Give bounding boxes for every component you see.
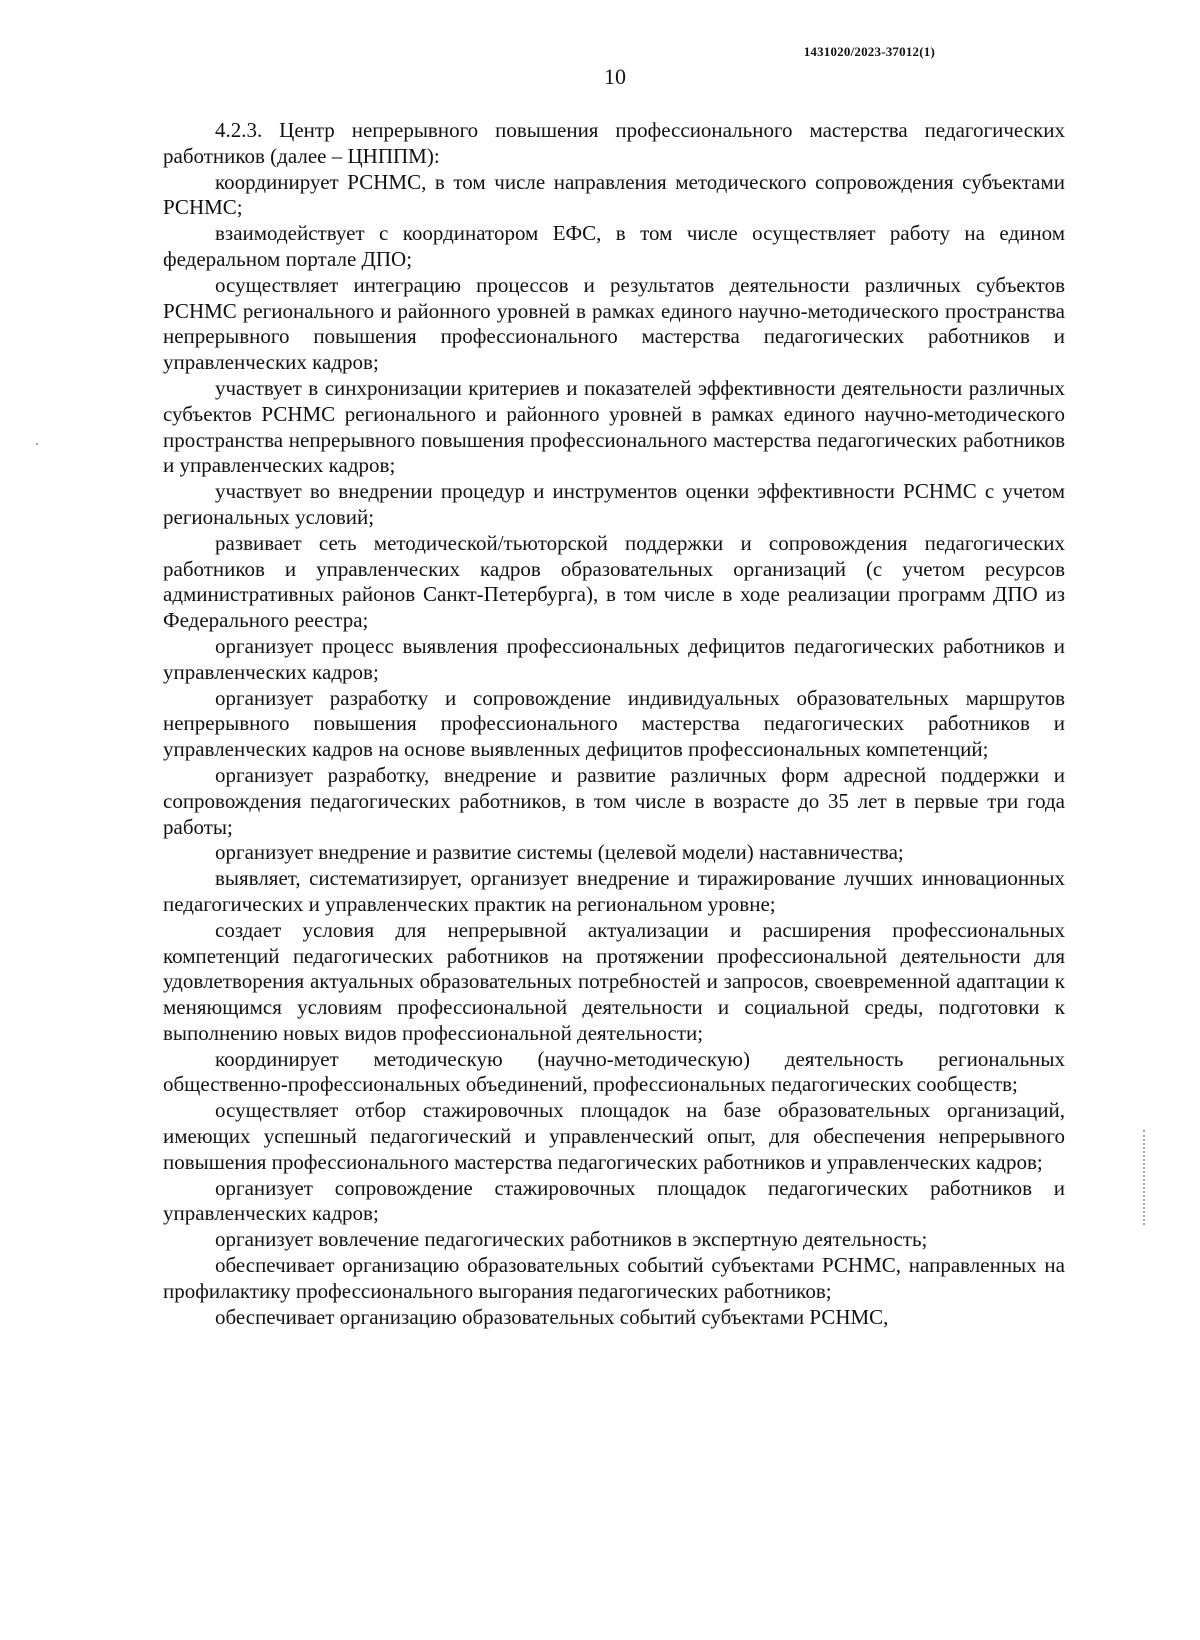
paragraph-targeted-support: организует разработку, внедрение и развитие различных форм адресной поддержки и сопровождения педагогических работников, в том числе в возрасте до 35 лет в первые три года работы; — [163, 762, 1065, 839]
paragraph-expert-involvement: организует вовлечение педагогических работников в экспертную деятельность; — [215, 1227, 928, 1252]
document-body — [163, 118, 1065, 1330]
paragraph-burnout-prevention: обеспечивает организацию образовательных событий субъектами РСНМС, направленных на профилактику профессионального выгорания педагогических работников; — [163, 1253, 1065, 1303]
paragraph-integration: осуществляет интеграцию процессов и результатов деятельности различных субъектов РСНМС регионального и районного уровней в рамках единого научно-методического пространства непрерывного повышения профессионального мастерства педагогических работников и управленческих кадров; — [163, 272, 1065, 375]
paragraph-competence-conditions: создает условия для непрерывной актуализации и расширения профессиональных компетенций педагогических работников на протяжении профессиональной деятельности для удовлетворения актуальных образовательных потребностей и запросов, своевременной адаптации к меняющимся условиям профессиональной деятельности и социальной среды, подготовки к выполнению новых видов профессиональной деятельности; — [163, 917, 1065, 1045]
page-number: 10 — [604, 64, 626, 89]
scan-dot — [36, 443, 38, 445]
paragraph-internship-selection: осуществляет отбор стажировочных площадок на базе образовательных организаций, имеющих успешный педагогический и управленческий опыт, для обеспечения непрерывного повышения профессионального мастерства педагогических работников и управленческих кадров; — [163, 1098, 1065, 1174]
paragraph-coordinates-rsnms: координирует РСНМС, в том числе направления методического сопровождения субъектами РСНМС; — [163, 169, 1065, 220]
doc-number: 1431020/2023-37012(1) — [803, 44, 935, 59]
paragraph-synchronization: участвует в синхронизации критериев и показателей эффективности деятельности различных субъектов РСНМС регионального и районного уровней в рамках единого научно-методического пространства непрерывного повышения профессионального мастерства педагогических работников и управленческих кадров; — [163, 375, 1065, 478]
paragraph-4-2-3: 4.2.3. Центр непрерывного повышения профессионального мастерства педагогических работников (далее – ЦНППМ): — [163, 118, 1065, 168]
paragraph-mentoring: организует внедрение и развитие системы (целевой модели) наставничества; — [215, 840, 904, 865]
paragraph-internship-support: организует сопровождение стажировочных площадок педагогических работников и управленческих кадров; — [163, 1175, 1065, 1226]
paragraph-interacts-efs: взаимодействует с координатором ЕФС, в том числе осуществляет работу на едином федеральном портале ДПО; — [163, 221, 1065, 271]
paragraph-tutor-network: развивает сеть методической/тьюторской поддержки и сопровождения педагогических работников и управленческих кадров образовательных организаций (с учетом ресурсов административных районов Санкт-Петербурга), в том числе в ходе реализации программ ДПО из Федерального реестра; — [163, 530, 1065, 633]
paragraph-deficits: организует процесс выявления профессиональных дефицитов педагогических работников и управленческих кадров; — [163, 633, 1065, 684]
paragraph-best-practices: выявляет, систематизирует, организует внедрение и тиражирование лучших инновационных педагогических и управленческих практик на региональном уровне; — [163, 866, 1065, 916]
paragraph-events-continued: обеспечивает организацию образовательных событий субъектами РСНМС, — [215, 1304, 889, 1329]
paragraph-methodical-coordination: координирует методическую (научно-методическую) деятельность региональных общественно-профессиональных объединений, профессиональных педагогических сообществ; — [163, 1046, 1065, 1097]
paragraph-evaluation: участвует во внедрении процедур и инструментов оценки эффективности РСНМС с учетом региональных условий; — [163, 479, 1065, 529]
paragraph-individual-routes: организует разработку и сопровождение индивидуальных образовательных маршрутов непрерывного повышения профессионального мастерства педагогических работников и управленческих кадров на основе выявленных дефицитов профессиональных компетенций; — [163, 685, 1065, 762]
scan-edge-marks — [1140, 1130, 1145, 1225]
